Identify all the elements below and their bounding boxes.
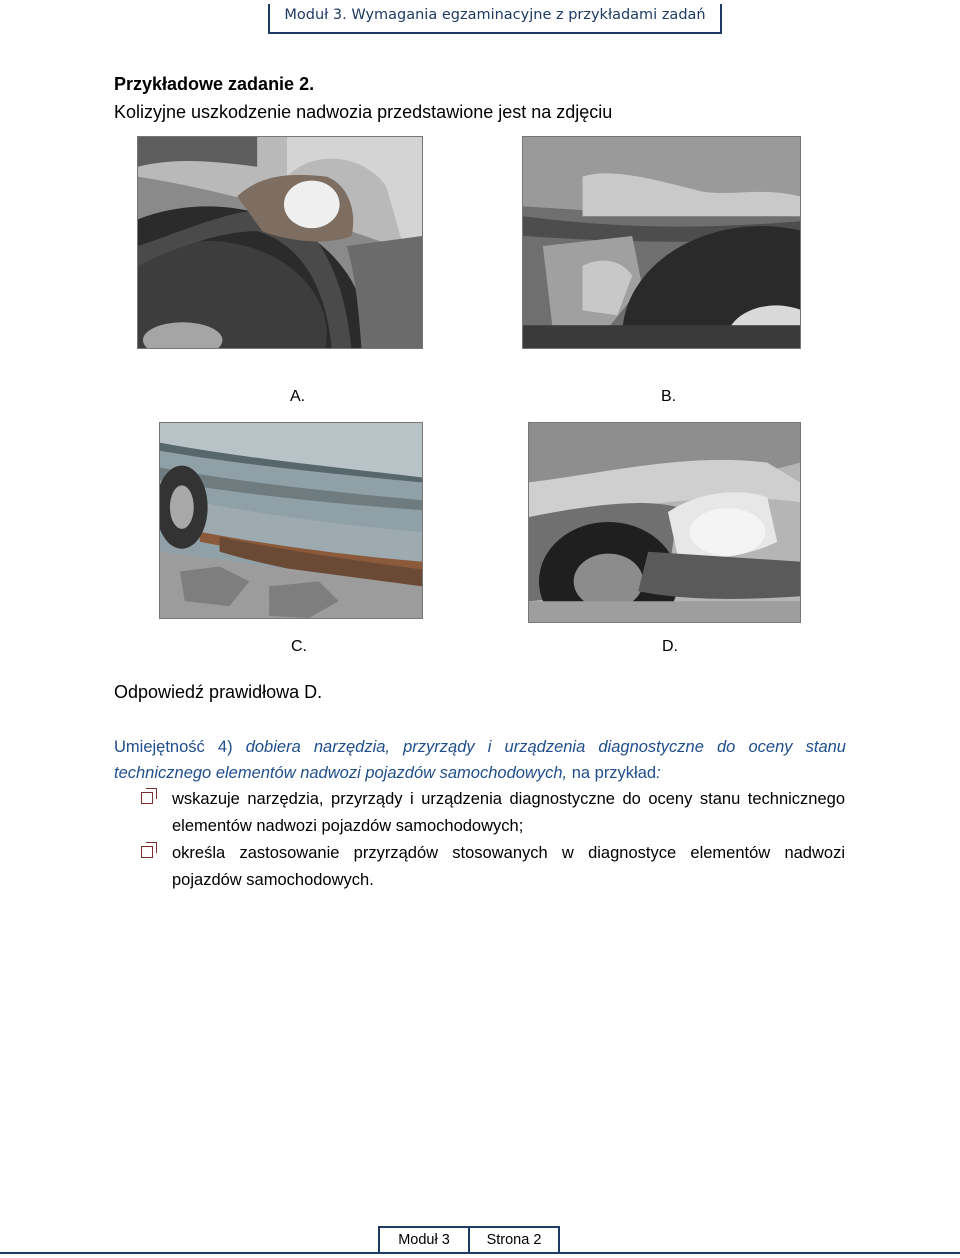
list-item-text: określa zastosowanie przyrządów stosowanych w diagnostyce elementów nadwozi pojazdów samochodowych.: [172, 844, 845, 889]
checkbox-bullet-icon: [141, 792, 153, 804]
photo-a-image: [138, 137, 422, 348]
list-item-text: wskazuje narzędzia, przyrządy i urządzenia diagnostyczne do oceny stanu technicznego elementów nadwozi pojazdów samochodowych;: [172, 790, 845, 835]
option-label-c: C.: [291, 638, 307, 655]
photo-c-image: [160, 423, 422, 618]
photo-b-image: [523, 137, 800, 348]
list-item: [141, 840, 845, 894]
task-title: Przykładowe zadanie 2.: [114, 74, 315, 94]
skill-paragraph: [114, 734, 846, 786]
skill-prefix: Umiejętność 4): [114, 738, 233, 756]
option-label-b: B.: [661, 388, 677, 405]
page-header: [268, 4, 722, 32]
correct-answer: Odpowiedź prawidłowa D.: [114, 682, 323, 702]
option-label-a: A.: [290, 388, 306, 405]
footer-rule: [0, 1252, 960, 1254]
photo-d: [528, 422, 801, 623]
photo-a: [137, 136, 423, 349]
skill-text: dobiera narzędzia, przyrządy i urządzenia diagnostyczne do oceny stanu technicznego elementów nadwozi pojazdów samochodowych,: [114, 738, 846, 782]
list-item: [141, 786, 845, 840]
photo-d-image: [529, 423, 800, 622]
photo-c: [159, 422, 423, 619]
footer-module: Moduł 3: [378, 1226, 470, 1252]
checkbox-bullet-icon: [141, 846, 153, 858]
skill-colon: :: [656, 764, 661, 782]
skill-suffix: na przykład: [571, 764, 657, 782]
footer-page-number: Strona 2: [468, 1226, 560, 1252]
option-label-d: D.: [662, 638, 678, 655]
task-description: Kolizyjne uszkodzenie nadwozia przedstawione jest na zdjęciu: [114, 102, 613, 122]
photo-b: [522, 136, 801, 349]
header-title: Moduł 3. Wymagania egzaminacyjne z przykładami zadań: [284, 7, 706, 23]
